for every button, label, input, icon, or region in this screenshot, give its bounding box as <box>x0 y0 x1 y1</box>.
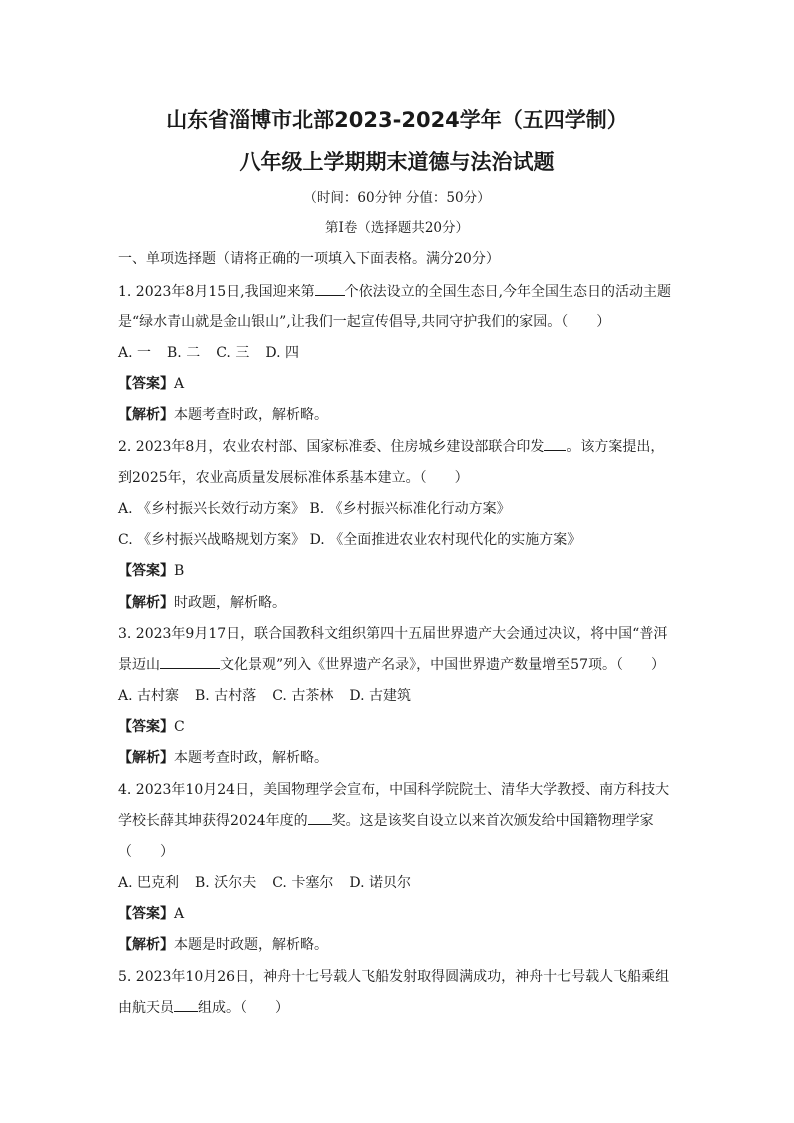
analysis-tag: 【解析】 <box>118 937 174 953</box>
answer-tag: 【答案】 <box>118 563 174 579</box>
volume-heading: 第Ⅰ卷（选择题共20分） <box>324 220 469 236</box>
question-3-options <box>118 685 683 705</box>
analysis-text: 本题考查时政，解析略。 <box>174 750 328 766</box>
question-1-text-before: 1. 2023年8月15日,我国迎来第 <box>118 284 315 300</box>
question-2-answer <box>118 560 683 580</box>
title-line-1: 山东省淄博市北部2023-2024学年（五四学制） <box>166 108 628 132</box>
question-4-line-2 <box>118 810 683 830</box>
question-5-line-2 <box>118 997 683 1017</box>
option-b: B. 二 <box>167 345 201 361</box>
question-2-options-line-2: C. 《乡村振兴战略规划方案》 D. 《全面推进农业农村现代化的实施方案》 <box>118 532 582 548</box>
question-2-text-before: 2. 2023年8月，农业农村部、国家标准委、住房城乡建设部联合印发 <box>118 439 545 455</box>
question-4-line-3: （ ） <box>118 844 174 860</box>
analysis-tag: 【解析】 <box>118 750 174 766</box>
question-2-line-2: 到2025年，农业高质量发展标准体系基本建立。（ ） <box>118 470 469 486</box>
question-1-analysis <box>118 404 683 424</box>
section-heading: 一、单项选择题（请将正确的一项填入下面表格。满分20分） <box>118 251 500 267</box>
question-3-text-after: 文化景观”列入《世界遗产名录》，中国世界遗产数量增至57项。（ ） <box>220 657 665 673</box>
analysis-tag: 【解析】 <box>118 407 174 423</box>
answer-blank <box>174 999 198 1012</box>
question-1-line-2: 是“绿水青山就是金山银山”,让我们一起宣传倡导,共同守护我们的家园。（ ） <box>118 314 611 330</box>
analysis-text: 本题是时政题，解析略。 <box>174 937 328 953</box>
question-1-line-1 <box>118 281 683 301</box>
option-a: A. 古村寨 <box>118 688 180 704</box>
option-d: D. 诺贝尔 <box>349 875 411 891</box>
option-c: C. 三 <box>216 345 250 361</box>
option-c: C. 古茶林 <box>272 688 334 704</box>
answer-value: B <box>174 563 185 579</box>
question-3-line-1: 3. 2023年9月17日，联合国教科文组织第四十五届世界遗产大会通过决议，将中国“普洱 <box>118 626 668 642</box>
option-b: B. 沃尔夫 <box>195 875 257 891</box>
question-5-text-before: 由航天员 <box>118 1000 174 1016</box>
question-1-options <box>118 342 683 362</box>
question-4-answer <box>118 903 683 923</box>
question-1-answer <box>118 373 683 393</box>
question-4-text-after: 奖。这是该奖自设立以来首次颁发给中国籍物理学家 <box>331 813 654 829</box>
option-d: D. 四 <box>265 345 299 361</box>
answer-tag: 【答案】 <box>118 376 174 392</box>
answer-blank <box>160 656 220 669</box>
analysis-text: 时政题，解析略。 <box>174 595 286 611</box>
analysis-tag: 【解析】 <box>118 595 174 611</box>
question-5-line-1: 5. 2023年10月26日，神舟十七号载人飞船发射取得圆满成功，神舟十七号载人飞船乘组 <box>118 969 670 985</box>
analysis-text: 本题考查时政，解析略。 <box>174 407 328 423</box>
option-a: A. 巴克利 <box>118 875 180 891</box>
option-c: C. 卡塞尔 <box>272 875 334 891</box>
question-2-text-after: 。该方案提出， <box>566 439 665 455</box>
option-b: B. 古村落 <box>195 688 257 704</box>
question-5-text-after: 组成。（ ） <box>198 1000 289 1016</box>
answer-value: C <box>174 719 185 735</box>
answer-blank <box>308 812 332 825</box>
title-line-2: 八年级上学期期末道德与法治试题 <box>239 150 555 174</box>
answer-value: A <box>174 376 185 392</box>
question-4-options <box>118 872 683 892</box>
question-3-text-before: 景迈山 <box>118 657 160 673</box>
option-a: A. 一 <box>118 345 152 361</box>
question-1-text-after: 个依法设立的全国生态日,今年全国生态日的活动主题 <box>344 284 672 300</box>
answer-tag: 【答案】 <box>118 906 174 922</box>
question-2-line-1 <box>118 436 683 456</box>
exam-info: （时间：60分钟 分值：50分） <box>303 190 491 206</box>
question-3-answer <box>118 716 683 736</box>
answer-blank <box>315 283 345 296</box>
question-4-analysis <box>118 934 683 954</box>
question-4-text-before: 学校长薛其坤获得2024年度的 <box>118 813 308 829</box>
answer-tag: 【答案】 <box>118 719 174 735</box>
question-3-line-2 <box>118 654 683 674</box>
option-d: D. 古建筑 <box>349 688 411 704</box>
answer-blank <box>544 438 566 451</box>
question-2-analysis <box>118 592 683 612</box>
question-4-line-1: 4. 2023年10月24日，美国物理学会宣布，中国科学院院士、清华大学教授、南方科技大 <box>118 782 670 798</box>
question-3-analysis <box>118 747 683 767</box>
answer-value: A <box>174 906 185 922</box>
question-2-options-line-1: A. 《乡村振兴长效行动方案》 B. 《乡村振兴标准化行动方案》 <box>118 501 511 517</box>
